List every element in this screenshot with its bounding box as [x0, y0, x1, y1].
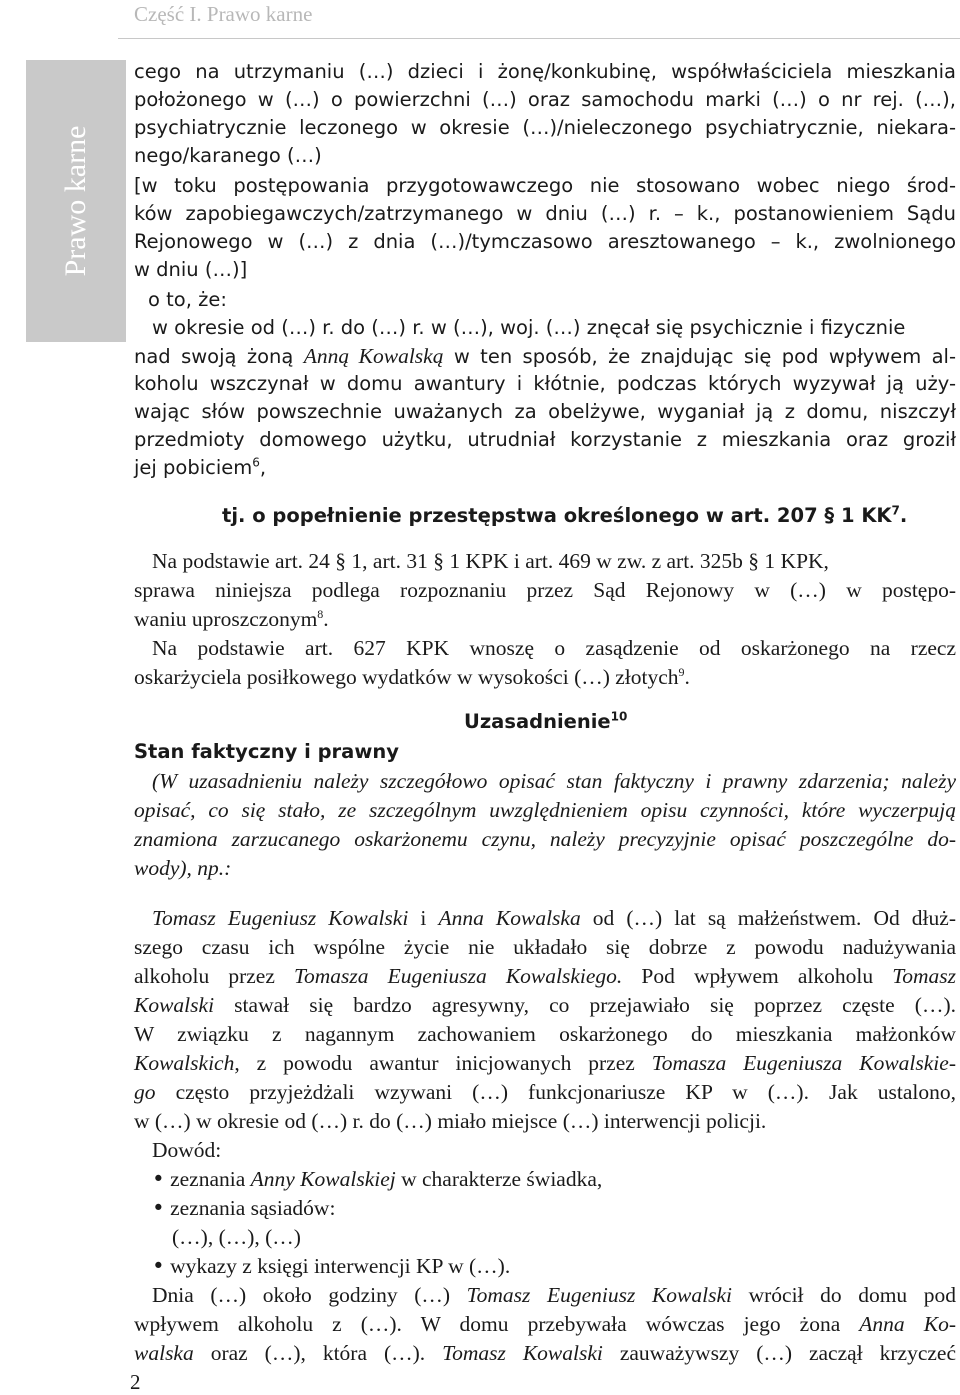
person-name: Tomasza Eugeniusza Kowalskiego. [294, 964, 623, 988]
person-name: Anny Kowalskiej [250, 1167, 396, 1191]
text-span: w okresie od (…) r. do (…) r. w (…), woj. [152, 316, 546, 339]
footnote-ref: 10 [610, 709, 628, 724]
text-line: położonego w (…) o powierzchni (…) oraz samochodu marki (…) o nr rej. (…), [134, 88, 956, 111]
person-name: Anną Kowalską [303, 344, 444, 368]
text-span: alkoholu przez [134, 964, 294, 988]
text-span: i [408, 906, 439, 930]
footnote-ref: 7 [891, 503, 900, 518]
subsection-heading: Stan faktyczny i prawny [134, 740, 399, 763]
instruction-line: opisać, co się stało, ze szczególnym uwzględnieniem opisu czynności, które wyczerpują [134, 798, 956, 822]
side-tab-label: Prawo karne [59, 125, 92, 277]
text-line [134, 991, 956, 1019]
text-span: stawał się bardzo agresywny, co przejawiało się poprzez częste (…). [214, 993, 956, 1017]
text-span: waniu uproszczonym [134, 607, 318, 631]
bullet-icon: • [152, 1196, 165, 1221]
text-span: tj. o popełnienie przestępstwa określonego w art. 207 § 1 KK [222, 504, 892, 527]
text-line: Na podstawie art. 627 KPK wnoszę o zasądzenie od oskarżonego na rzecz [152, 636, 956, 660]
bullet-icon: • [152, 1254, 165, 1279]
text-line [134, 1339, 956, 1367]
list-item [152, 1252, 510, 1281]
text-span: w ten sposób, że znajdując się pod wpływem al- [443, 345, 956, 368]
person-name: Tomasz Eugeniusz Kowalski [466, 1283, 732, 1307]
text-span: Uzasadnienie [464, 710, 611, 733]
text-line [152, 904, 956, 932]
footnote-ref: 8 [317, 606, 324, 621]
text-line: Na podstawie art. 24 § 1, art. 31 § 1 KPK i art. 469 w zw. z art. 325b § 1 KPK, [152, 549, 829, 573]
charge-statement [222, 502, 907, 530]
text-span: w charakterze świadka, [395, 1167, 603, 1191]
text-span: wrócił do domu pod [732, 1283, 957, 1307]
list-item [152, 1165, 602, 1194]
text-span: , [259, 456, 267, 479]
text-span: nad swoją żoną [134, 345, 304, 368]
text-line: sprawa niniejsza podlega rozpoznaniu przez Sąd Rejonowy w (…) w postępo- [134, 578, 956, 602]
text-line: w dniu (…)] [134, 258, 248, 281]
text-line [134, 454, 266, 482]
footnote-ref: 6 [252, 455, 260, 470]
text-line [152, 314, 905, 342]
person-name: Anna Kowalska [438, 906, 581, 930]
text-span: zeznania [170, 1167, 251, 1191]
list-item [152, 1194, 335, 1223]
person-name: Kowalskich [134, 1051, 235, 1075]
text-line [134, 1078, 956, 1106]
text-span: . [684, 665, 690, 689]
person-name: Tomasz [892, 964, 956, 988]
text-span: jej pobiciem [134, 456, 253, 479]
text-line: w (…) w okresie od (…) r. do (…) miało miejsce (…) interwencji policji. [134, 1109, 767, 1133]
text-span: zauważywszy (…) zaczął krzyczeć [602, 1341, 957, 1365]
text-line [134, 962, 956, 990]
text-span: Pod wpływem alkoholu [622, 964, 893, 988]
person-name: Anna Ko- [859, 1312, 956, 1336]
footnote-ref: 9 [678, 664, 685, 679]
text-line: psychiatrycznie leczonego w okresie (…)/nieleczonego psychiatrycznie, niekara- [134, 116, 956, 139]
text-line [134, 1049, 956, 1077]
text-line: przedmioty domowego użytku, utrudniał korzystanie z mieszkania oraz groził [134, 428, 956, 451]
page-number: 2 [130, 1370, 141, 1394]
person-name: Kowalski [134, 993, 215, 1017]
text-span: . [899, 504, 908, 527]
text-line [134, 663, 690, 691]
text-line: wając słów powszechnie uważanych za obelżywe, wyganiał ją z domu, niszczył [134, 400, 956, 423]
bullet-icon: • [152, 1167, 165, 1192]
text-line: koholu wszczynał w domu awantury i kłótnie, podczas których wyzywał ją uży- [134, 372, 956, 395]
text-span: . [323, 607, 329, 631]
text-span: Dnia (…) około godziny (…) [152, 1283, 467, 1307]
text-line [134, 605, 329, 633]
text-span: wpływem alkoholu z (…). W domu przebywała wówczas jego żona [134, 1312, 860, 1336]
text-line [134, 342, 956, 371]
text-line [134, 1310, 956, 1338]
text-span: oraz (…), która (…). [193, 1341, 443, 1365]
text-span: od (…) lat są małżeństwem. Od dłuż- [580, 906, 956, 930]
instruction-line: (W uzasadnieniu należy szczegółowo opisać stan faktyczny i prawny zdarzenia; należy [152, 769, 956, 793]
text-line: [w toku postępowania przygotowawczego nie stosowano wobec niego środ- [134, 174, 956, 197]
text-line: nego/karanego (…) [134, 144, 322, 167]
evidence-label: Dowód: [152, 1138, 222, 1162]
text-line: W związku z nagannym zachowaniem oskarżonego do mieszkania małżonków [134, 1022, 956, 1046]
list-subitem: (…), (…), (…) [172, 1225, 301, 1249]
text-span: , z powodu awantur inicjowanych przez [234, 1051, 652, 1075]
text-line: cego na utrzymaniu (…) dzieci i żonę/konkubinę, współwłaściciela mieszkania [134, 60, 956, 83]
text-span: zeznania sąsiadów: [170, 1196, 336, 1220]
text-line: Rejonowego w (…) z dnia (…)/tymczasowo aresztowanego – k., zwolnionego [134, 230, 956, 253]
person-name: Tomasza Eugeniusza Kowalskie- [651, 1051, 956, 1075]
instruction-line: znamiona zarzucanego oskarżonemu czynu, należy precyzyjnie opisać poszczególne do- [134, 827, 956, 851]
person-name: Tomasz Kowalski [442, 1341, 603, 1365]
text-span: często przyjeżdżali wzywani (…) funkcjonariusze KP w (…). Jak ustalono, [155, 1080, 956, 1104]
running-header: Część I. Prawo karne [134, 2, 313, 26]
text-span: (…) znęcał się psychicznie i fizycznie [545, 316, 906, 339]
text-span: oskarżyciela posiłkowego wydatków w wysokości (…) złotych [134, 665, 679, 689]
person-name: Tomasz Eugeniusz Kowalski [152, 906, 409, 930]
text-line [152, 1281, 956, 1309]
text-line: ków zapobiegawczych/zatrzymanego w dniu (…) r. – k., postanowieniem Sądu [134, 202, 956, 225]
text-span: wykazy z księgi interwencji KP w (…). [170, 1254, 511, 1278]
person-name: walska [134, 1341, 194, 1365]
header-divider [118, 38, 960, 39]
instruction-line: wody), np.: [134, 856, 232, 880]
section-side-tab [26, 60, 126, 342]
text-line: o to, że: [148, 288, 227, 311]
person-name: go [134, 1080, 156, 1104]
section-heading-uzasadnienie [464, 708, 627, 736]
text-line: szego czasu ich wspólne życie nie układało się dobrze z powodu nadużywania [134, 935, 956, 959]
